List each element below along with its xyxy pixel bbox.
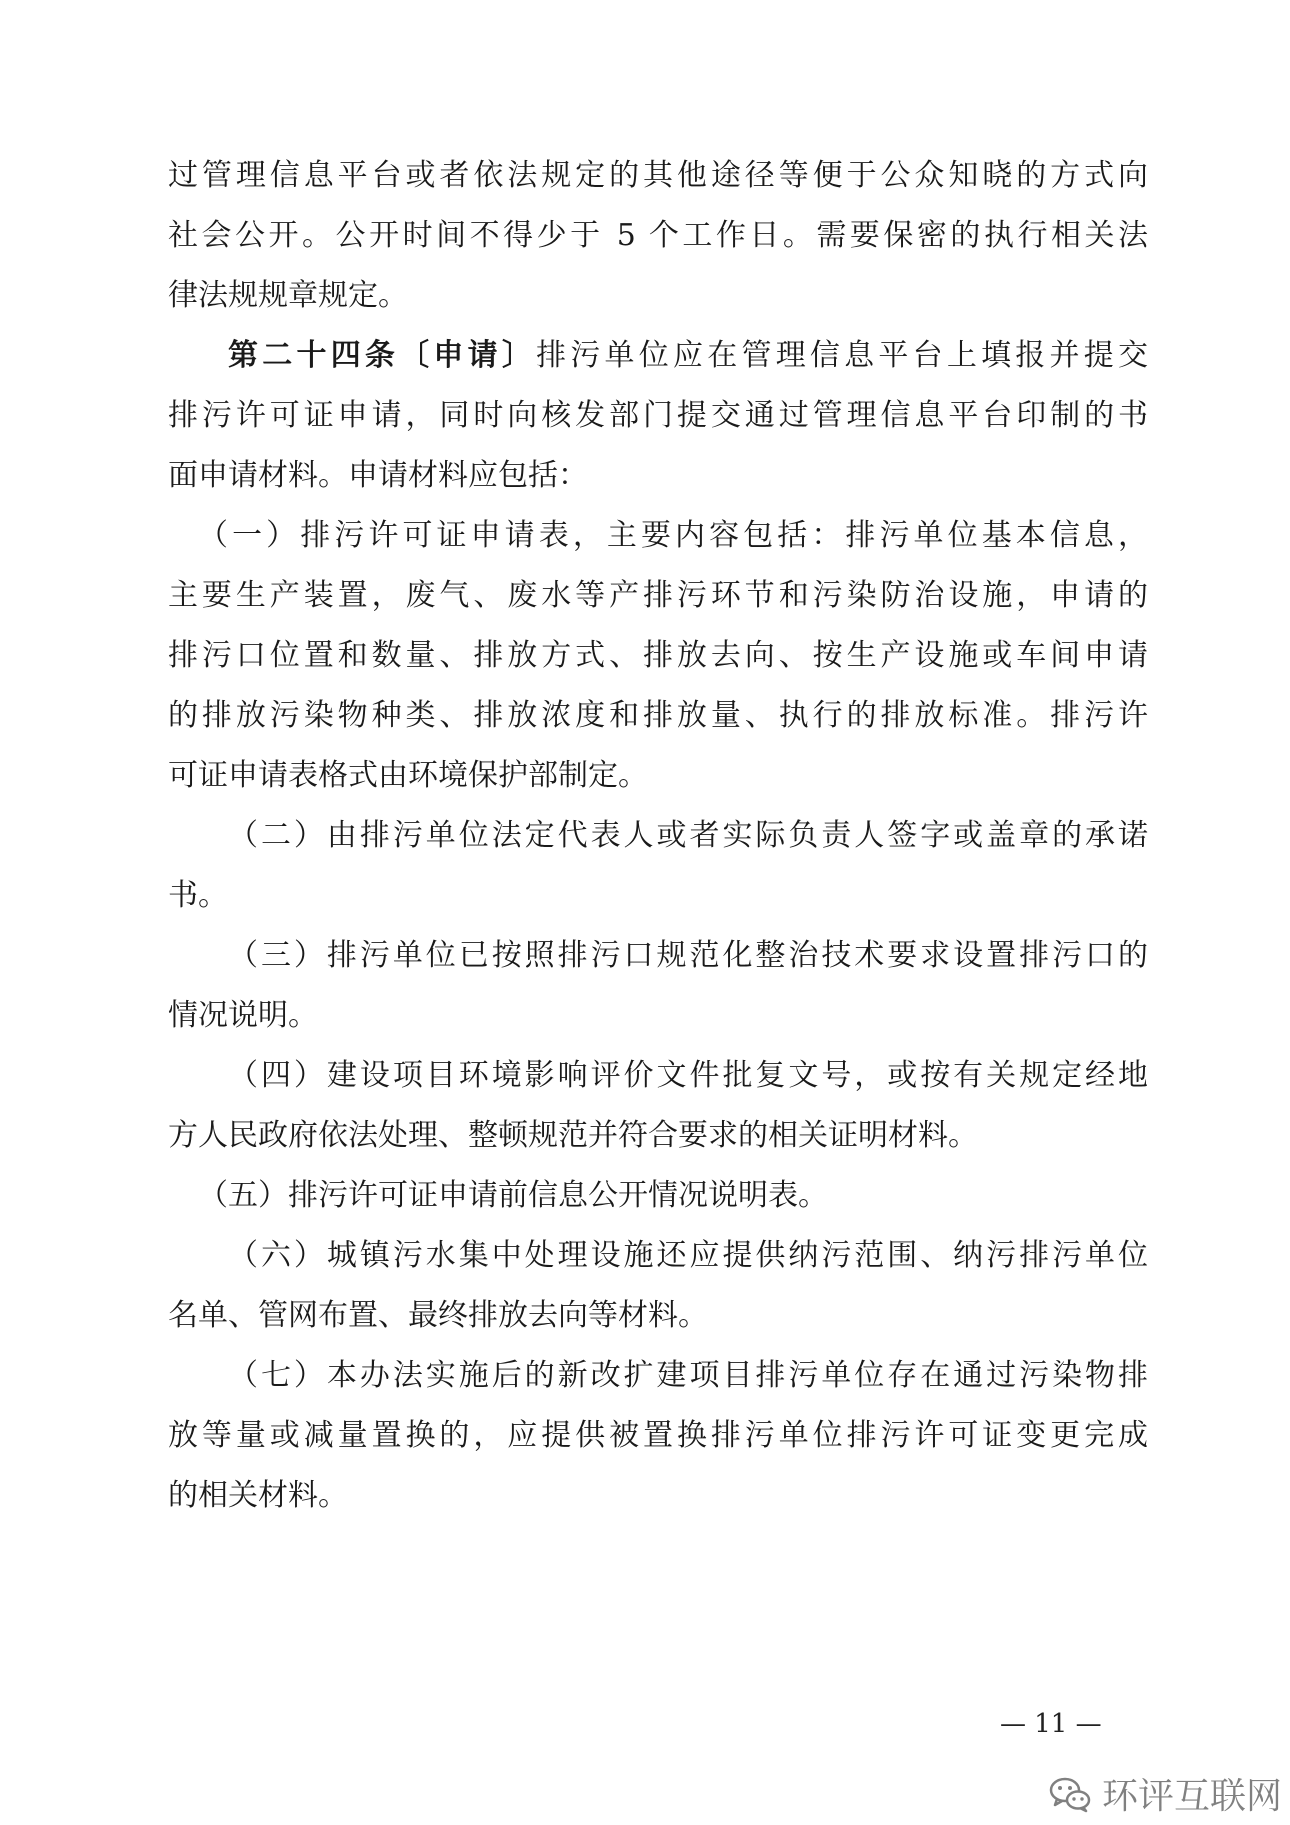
text-line: 的相关材料。 <box>168 1478 348 1513</box>
text-line: 主要生产装置，废气、废水等产排污环节和污染防治设施，申请的 <box>168 578 1148 613</box>
article-text: 排污单位应在管理信息平台上填报并提交 <box>536 338 1149 373</box>
list-item-line: （一）排污许可证申请表，主要内容包括：排污单位基本信息， <box>198 518 1148 553</box>
article-first-line <box>228 336 1148 376</box>
list-item-line: （五）排污许可证申请前信息公开情况说明表。 <box>198 1178 828 1213</box>
text-line: 的排放污染物种类、排放浓度和排放量、执行的排放标准。排污许 <box>168 698 1148 733</box>
article-heading: 第二十四条〔申请〕 <box>228 338 537 373</box>
text-line: 社会公开。公开时间不得少于 5 个工作日。需要保密的执行相关法 <box>168 218 1148 253</box>
list-item-line: （二）由排污单位法定代表人或者实际负责人签字或盖章的承诺 <box>228 818 1148 853</box>
watermark <box>1048 1768 1282 1819</box>
list-item-line: （三）排污单位已按照排污口规范化整治技术要求设置排污口的 <box>228 938 1148 973</box>
text-line: 情况说明。 <box>168 998 318 1033</box>
text-line: 面申请材料。申请材料应包括： <box>168 458 588 493</box>
wechat-icon <box>1048 1774 1092 1814</box>
text-line: 放等量或减量置换的，应提供被置换排污单位排污许可证变更完成 <box>168 1418 1148 1453</box>
list-item-line: （六）城镇污水集中处理设施还应提供纳污范围、纳污排污单位 <box>228 1238 1148 1273</box>
text-line: 排污许可证申请，同时向核发部门提交通过管理信息平台印制的书 <box>168 398 1148 433</box>
text-line: 排污口位置和数量、排放方式、排放去向、按生产设施或车间申请 <box>168 638 1148 673</box>
watermark-text: 环评互联网 <box>1102 1776 1283 1817</box>
list-item-line: （四）建设项目环境影响评价文件批复文号，或按有关规定经地 <box>228 1058 1148 1093</box>
text-line: 方人民政府依法处理、整顿规范并符合要求的相关证明材料。 <box>168 1118 978 1153</box>
page-number: — 11 — <box>1000 1709 1102 1739</box>
text-line: 过管理信息平台或者依法规定的其他途径等便于公众知晓的方式向 <box>168 158 1148 193</box>
text-line: 名单、管网布置、最终排放去向等材料。 <box>168 1298 708 1333</box>
text-line: 可证申请表格式由环境保护部制定。 <box>168 758 648 793</box>
text-line: 书。 <box>168 878 228 913</box>
text-line: 律法规规章规定。 <box>168 278 408 313</box>
list-item-line: （七）本办法实施后的新改扩建项目排污单位存在通过污染物排 <box>228 1358 1148 1393</box>
